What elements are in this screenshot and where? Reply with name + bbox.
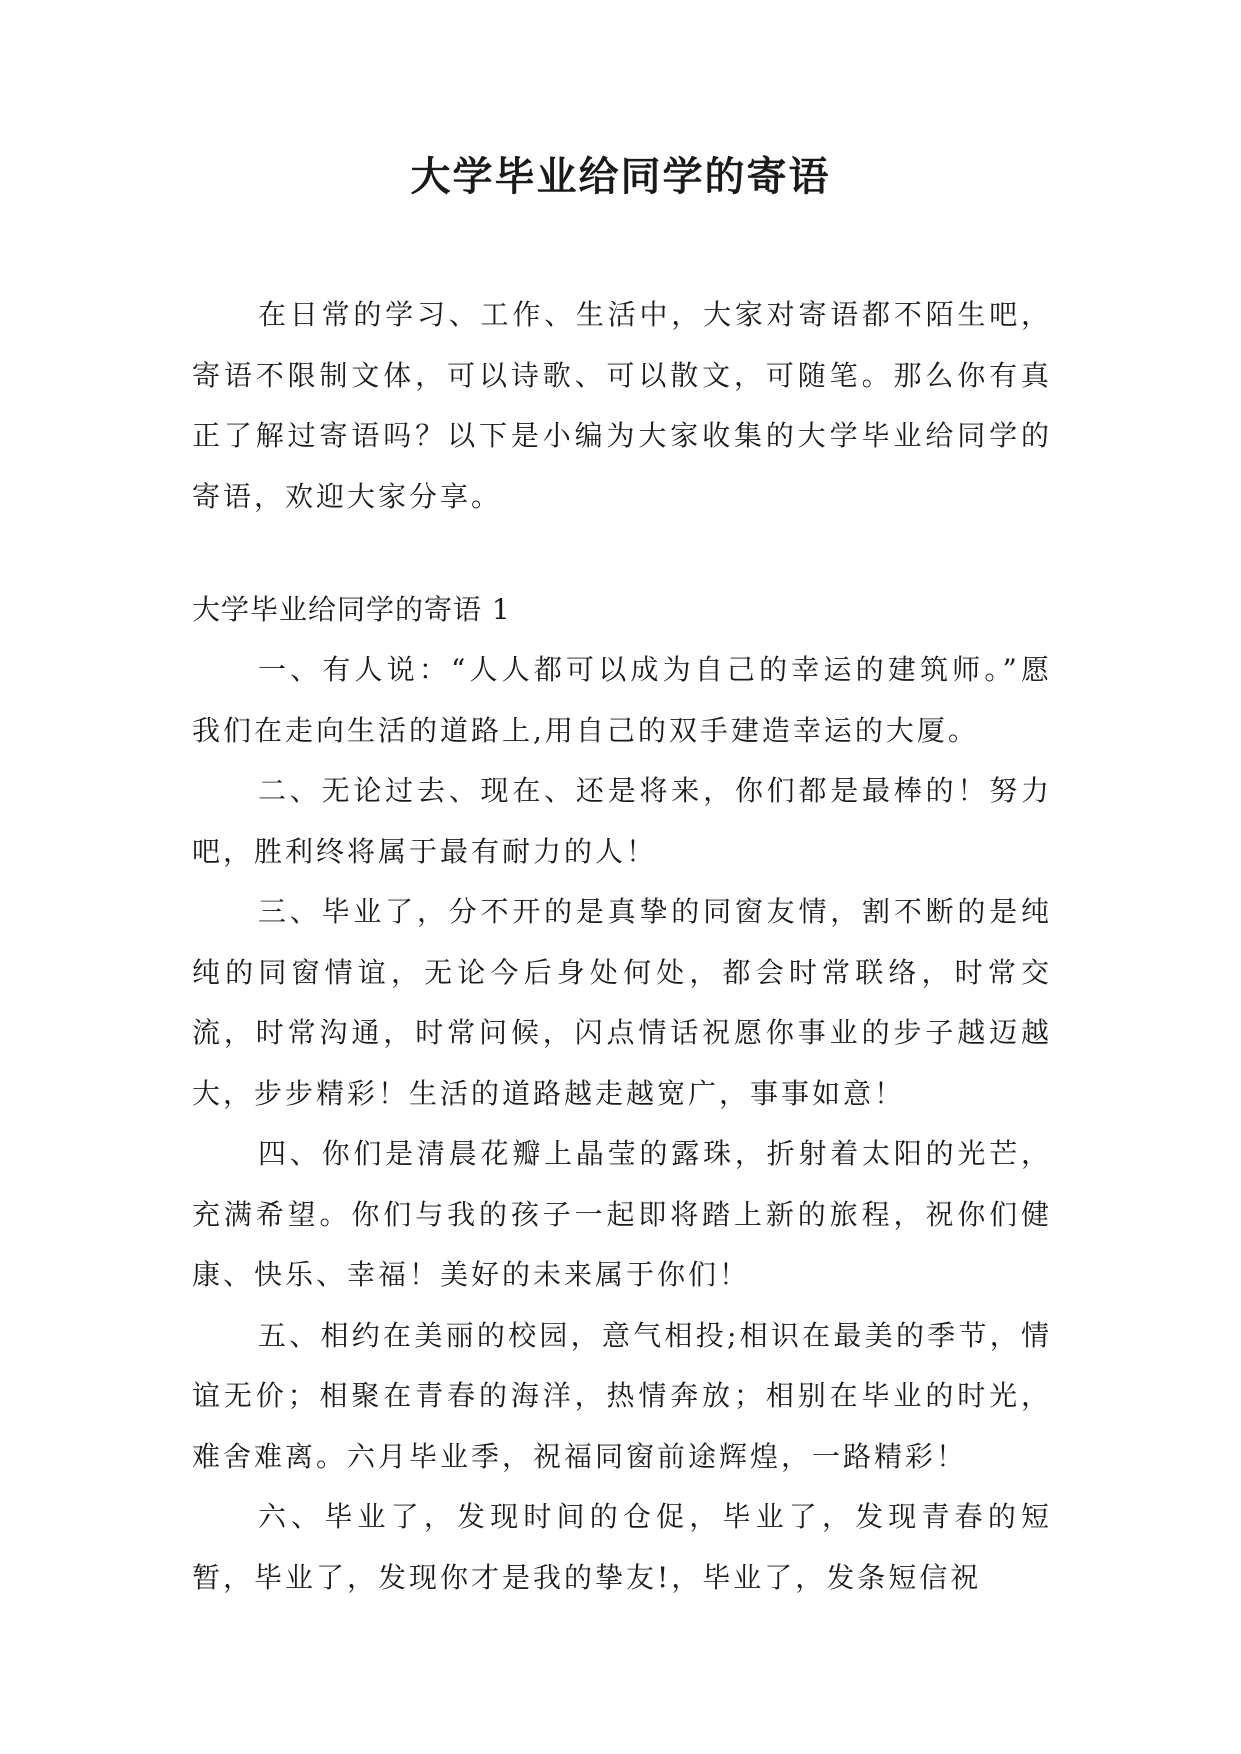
intro-paragraph: 在日常的学习、工作、生活中，大家对寄语都不陌生吧，寄语不限制文体，可以诗歌、可以散文，可随笔。那么你有真正了解过寄语吗？以下是小编为大家收集的大学毕业给同学的寄语，欢迎大家分享。 [192,298,1052,513]
message-item: 四、你们是清晨花瓣上晶莹的露珠，折射着太阳的光芒，充满希望。你们与我的孩子一起即将踏上新的旅程，祝你们健康、快乐、幸福！美好的未来属于你们！ [192,1137,1052,1291]
message-item: 五、相约在美丽的校园，意气相投;相识在最美的季节，情谊无价；相聚在青春的海洋，热情奔放；相别在毕业的时光，难舍难离。六月毕业季，祝福同窗前途辉煌，一路精彩！ [192,1318,1052,1473]
message-item: 六、毕业了，发现时间的仓促，毕业了，发现青春的短暂，毕业了，发现你才是我的挚友!，毕业了，发条短信祝 [192,1500,1052,1594]
message-item: 二、无论过去、现在、还是将来，你们都是最棒的！努力吧，胜利终将属于最有耐力的人！ [192,774,1052,868]
message-item: 一、有人说：“人人都可以成为自己的幸运的建筑师。”愿我们在走向生活的道路上,用自己的双手建造幸运的大厦。 [192,653,1052,747]
message-list [192,640,1052,1608]
section-heading: 大学毕业给同学的寄语 1 [192,593,511,626]
message-item: 三、毕业了，分不开的是真挚的同窗友情，割不断的是纯纯的同窗情谊，无论今后身处何处，都会时常联络，时常交流，时常沟通，时常问候，闪点情话祝愿你事业的步子越迈越大，步步精彩！生活的道路越走越宽广，事事如意！ [192,895,1052,1110]
document-title: 大学毕业给同学的寄语 [410,154,831,200]
